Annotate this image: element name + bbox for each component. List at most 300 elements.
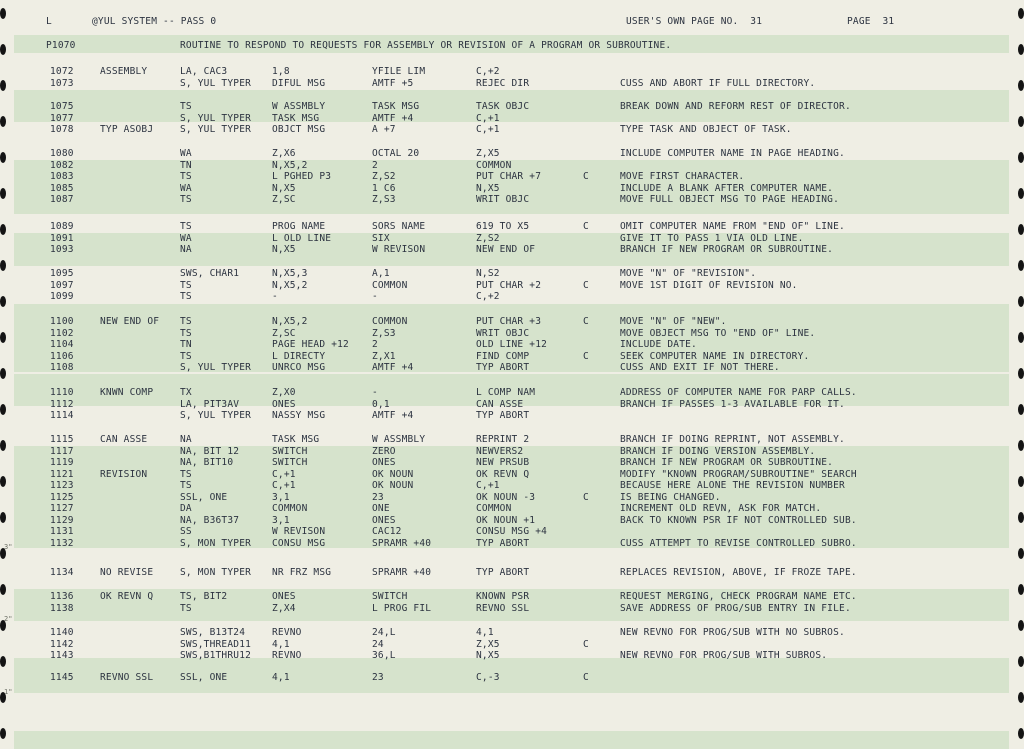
line-field-2: A,1 bbox=[372, 268, 390, 279]
line-number: 1099 bbox=[50, 291, 74, 302]
line-flag: C bbox=[583, 638, 589, 650]
listing-line bbox=[0, 194, 1024, 206]
line-number: 1129 bbox=[50, 514, 74, 526]
line-field-1: TASK MSG bbox=[272, 112, 320, 124]
line-number: 1114 bbox=[50, 410, 74, 421]
line-comment: CUSS ATTEMPT TO REVISE CONTROLLED SUBRO. bbox=[620, 537, 857, 549]
header-listing-type: L bbox=[46, 16, 52, 27]
line-opcode: TS bbox=[180, 350, 192, 362]
line-number: 1082 bbox=[50, 159, 74, 171]
line-opcode: TS bbox=[180, 194, 192, 205]
line-number: 1131 bbox=[50, 526, 74, 537]
listing-line bbox=[0, 316, 1024, 328]
line-number: 1112 bbox=[50, 398, 74, 410]
line-number: 1106 bbox=[50, 350, 74, 362]
program-id: P1070 bbox=[46, 40, 76, 51]
line-field-2: ONE bbox=[372, 503, 390, 514]
line-field-1: TASK MSG bbox=[272, 434, 320, 445]
line-field-2: AMTF +5 bbox=[372, 77, 414, 89]
header-own-page: USER'S OWN PAGE NO. 31 bbox=[626, 16, 763, 27]
listing-line bbox=[0, 171, 1024, 183]
listing-line bbox=[0, 515, 1024, 527]
line-opcode: NA, BIT10 bbox=[180, 457, 234, 468]
listing-line bbox=[0, 268, 1024, 280]
line-field-2: OK NOUN bbox=[372, 480, 414, 491]
line-opcode: TS bbox=[180, 316, 192, 327]
line-number: 1108 bbox=[50, 362, 74, 373]
listing-line bbox=[0, 124, 1024, 136]
line-field-1: W REVISON bbox=[272, 526, 326, 537]
page-header bbox=[0, 16, 1024, 28]
line-opcode: TS bbox=[180, 171, 192, 182]
line-field-3: KNOWN PSR bbox=[476, 591, 530, 602]
line-comment: MOVE 1ST DIGIT OF REVISION NO. bbox=[620, 279, 798, 291]
line-field-1: Z,X0 bbox=[272, 387, 296, 398]
line-number: 1102 bbox=[50, 327, 74, 339]
listing-line bbox=[0, 113, 1024, 125]
line-field-3: REVNO SSL bbox=[476, 602, 530, 614]
line-opcode: TS bbox=[180, 279, 192, 291]
line-label: OK REVN Q bbox=[100, 591, 154, 602]
line-number: 1121 bbox=[50, 468, 74, 480]
line-number: 1089 bbox=[50, 221, 74, 232]
line-field-3: 4,1 bbox=[476, 627, 494, 638]
line-field-2: Z,S3 bbox=[372, 194, 396, 205]
line-label: NEW END OF bbox=[100, 316, 160, 327]
line-field-1: L PGHED P3 bbox=[272, 171, 332, 182]
line-number: 1117 bbox=[50, 445, 74, 457]
line-field-2: COMMON bbox=[372, 279, 408, 291]
listing-line bbox=[0, 244, 1024, 256]
line-number: 1077 bbox=[50, 112, 74, 124]
line-field-2: YFILE LIM bbox=[372, 66, 426, 77]
listing-line bbox=[0, 351, 1024, 363]
line-number: 1100 bbox=[50, 316, 74, 327]
line-opcode: SSL, ONE bbox=[180, 491, 228, 503]
line-flag: C bbox=[583, 279, 589, 291]
line-field-1: 4,1 bbox=[272, 672, 290, 683]
line-field-2: CAC12 bbox=[372, 526, 402, 537]
line-number: 1083 bbox=[50, 171, 74, 182]
listing-line bbox=[0, 434, 1024, 446]
listing-line bbox=[0, 603, 1024, 615]
line-number: 1078 bbox=[50, 124, 74, 135]
line-field-3: OK REVN Q bbox=[476, 468, 530, 480]
line-field-3: 619 TO X5 bbox=[476, 221, 530, 232]
line-field-3: N,X5 bbox=[476, 650, 500, 661]
line-comment: CUSS AND ABORT IF FULL DIRECTORY. bbox=[620, 77, 816, 89]
line-field-1: 3,1 bbox=[272, 514, 290, 526]
listing-line bbox=[0, 469, 1024, 481]
line-opcode: SWS,B1THRU12 bbox=[180, 650, 252, 661]
line-opcode: LA, CAC3 bbox=[180, 66, 228, 77]
line-field-1: UNRCO MSG bbox=[272, 362, 326, 373]
line-comment: TYPE TASK AND OBJECT OF TASK. bbox=[620, 124, 792, 135]
line-field-2: SPRAMR +40 bbox=[372, 537, 432, 549]
line-field-2: 23 bbox=[372, 491, 384, 503]
line-opcode: TS bbox=[180, 480, 192, 491]
line-field-2: - bbox=[372, 387, 378, 398]
listing-line bbox=[0, 639, 1024, 651]
line-comment: BRANCH IF PASSES 1-3 AVAILABLE FOR IT. bbox=[620, 398, 845, 410]
line-comment: BACK TO KNOWN PSR IF NOT CONTROLLED SUB. bbox=[620, 514, 857, 526]
listing-line bbox=[0, 503, 1024, 515]
header-system-title: @YUL SYSTEM -- PASS 0 bbox=[92, 16, 217, 27]
line-label: ASSEMBLY bbox=[100, 66, 148, 77]
listing-line bbox=[0, 280, 1024, 292]
program-title-line bbox=[0, 40, 1024, 52]
listing-line bbox=[0, 291, 1024, 303]
line-field-3: TYP ABORT bbox=[476, 362, 530, 373]
line-number: 1097 bbox=[50, 279, 74, 291]
line-comment: BRANCH IF DOING VERSION ASSEMBLY. bbox=[620, 445, 816, 457]
listing-line bbox=[0, 387, 1024, 399]
line-field-2: Z,S3 bbox=[372, 327, 396, 339]
line-label: TYP ASOBJ bbox=[100, 124, 154, 135]
line-number: 1104 bbox=[50, 339, 74, 350]
line-field-1: CONSU MSG bbox=[272, 537, 326, 549]
line-opcode: TX bbox=[180, 387, 192, 398]
line-comment: INCREMENT OLD REVN, ASK FOR MATCH. bbox=[620, 503, 822, 514]
line-field-3: C,+2 bbox=[476, 291, 500, 302]
listing-line bbox=[0, 399, 1024, 411]
line-number: 1123 bbox=[50, 480, 74, 491]
line-field-3: REPRINT 2 bbox=[476, 434, 530, 445]
line-field-2: 24,L bbox=[372, 627, 396, 638]
line-field-3: REJEC DIR bbox=[476, 77, 530, 89]
line-opcode: NA bbox=[180, 434, 192, 445]
line-number: 1093 bbox=[50, 244, 74, 255]
line-comment: MOVE FULL OBJECT MSG TO PAGE HEADING. bbox=[620, 194, 840, 205]
line-opcode: S, YUL TYPER bbox=[180, 124, 252, 135]
line-field-1: N,X5 bbox=[272, 244, 296, 255]
line-number: 1143 bbox=[50, 650, 74, 661]
line-field-1: PAGE HEAD +12 bbox=[272, 339, 349, 350]
line-label: REVISION bbox=[100, 468, 148, 480]
line-opcode: S, YUL TYPER bbox=[180, 410, 252, 421]
listing-line bbox=[0, 627, 1024, 639]
listing-line bbox=[0, 492, 1024, 504]
line-comment: MODIFY "KNOWN PROGRAM/SUBROUTINE" SEARCH bbox=[620, 468, 857, 480]
line-comment: OMIT COMPUTER NAME FROM "END OF" LINE. bbox=[620, 221, 845, 232]
line-opcode: SSL, ONE bbox=[180, 672, 228, 683]
line-field-1: NASSY MSG bbox=[272, 410, 326, 421]
line-opcode: SWS,THREAD11 bbox=[180, 638, 252, 650]
line-field-2: COMMON bbox=[372, 316, 408, 327]
line-field-1: SWITCH bbox=[272, 445, 308, 457]
line-field-1: REVNO bbox=[272, 650, 302, 661]
line-field-2: SWITCH bbox=[372, 591, 408, 602]
line-field-3: PUT CHAR +3 bbox=[476, 316, 542, 327]
line-field-1: L OLD LINE bbox=[272, 232, 332, 244]
line-field-3: C,-3 bbox=[476, 672, 500, 683]
line-number: 1142 bbox=[50, 638, 74, 650]
line-field-3: CAN ASSE bbox=[476, 398, 524, 410]
line-field-3: FIND COMP bbox=[476, 350, 530, 362]
line-flag: C bbox=[583, 171, 589, 182]
line-comment: NEW REVNO FOR PROG/SUB WITH SUBROS. bbox=[620, 650, 828, 661]
line-field-3: NEW PRSUB bbox=[476, 457, 530, 468]
listing-line bbox=[0, 148, 1024, 160]
line-opcode: SS bbox=[180, 526, 192, 537]
line-field-3: OK NOUN -3 bbox=[476, 491, 536, 503]
line-number: 1138 bbox=[50, 602, 74, 614]
line-field-2: AMTF +4 bbox=[372, 410, 414, 421]
line-field-3: PUT CHAR +2 bbox=[476, 279, 542, 291]
line-field-3: WRIT OBJC bbox=[476, 194, 530, 205]
line-comment: ADDRESS OF COMPUTER NAME FOR PARP CALLS. bbox=[620, 387, 857, 398]
listing-line bbox=[0, 362, 1024, 374]
line-field-1: - bbox=[272, 291, 278, 302]
line-field-3: COMMON bbox=[476, 159, 512, 171]
line-comment: BECAUSE HERE ALONE THE REVISION NUMBER bbox=[620, 480, 845, 491]
line-field-2: OK NOUN bbox=[372, 468, 414, 480]
line-field-3: NEWVERS2 bbox=[476, 445, 524, 457]
line-field-1: 1,8 bbox=[272, 66, 290, 77]
listing-line bbox=[0, 446, 1024, 458]
feed-hole bbox=[1018, 548, 1024, 559]
line-field-3: OK NOUN +1 bbox=[476, 514, 536, 526]
line-field-2: SIX bbox=[372, 232, 390, 244]
line-flag: C bbox=[583, 221, 589, 232]
line-opcode: S, MON TYPER bbox=[180, 567, 252, 578]
line-field-1: Z,SC bbox=[272, 327, 296, 339]
line-opcode: NA bbox=[180, 244, 192, 255]
line-field-3: N,S2 bbox=[476, 268, 500, 279]
line-number: 1140 bbox=[50, 627, 74, 638]
line-field-1: N,X5,3 bbox=[272, 268, 308, 279]
line-comment: GIVE IT TO PASS 1 VIA OLD LINE. bbox=[620, 232, 804, 244]
line-opcode: SWS, CHAR1 bbox=[180, 268, 240, 279]
line-field-3: COMMON bbox=[476, 503, 512, 514]
line-field-2: - bbox=[372, 291, 378, 302]
line-flag: C bbox=[583, 491, 589, 503]
line-field-3: C,+1 bbox=[476, 480, 500, 491]
line-field-1: SWITCH bbox=[272, 457, 308, 468]
line-field-3: OLD LINE +12 bbox=[476, 339, 548, 350]
line-field-1: DIFUL MSG bbox=[272, 77, 326, 89]
listing-line bbox=[0, 591, 1024, 603]
listing-line bbox=[0, 183, 1024, 195]
listing-line bbox=[0, 233, 1024, 245]
line-field-3: C,+1 bbox=[476, 112, 500, 124]
line-flag: C bbox=[583, 350, 589, 362]
line-field-1: N,X5,2 bbox=[272, 279, 308, 291]
line-number: 1073 bbox=[50, 77, 74, 89]
line-field-3: N,X5 bbox=[476, 182, 500, 194]
line-number: 1085 bbox=[50, 182, 74, 194]
line-number: 1115 bbox=[50, 434, 74, 445]
listing-line bbox=[0, 538, 1024, 550]
listing-line bbox=[0, 650, 1024, 662]
line-field-3: CONSU MSG +4 bbox=[476, 526, 548, 537]
line-comment: REPLACES REVISION, ABOVE, IF FROZE TAPE. bbox=[620, 567, 857, 578]
line-comment: INCLUDE COMPUTER NAME IN PAGE HEADING. bbox=[620, 148, 845, 159]
margin-mark: 1" bbox=[4, 688, 13, 696]
line-field-1: N,X5,2 bbox=[272, 316, 308, 327]
line-field-3: Z,X5 bbox=[476, 148, 500, 159]
line-number: 1110 bbox=[50, 387, 74, 398]
listing-line bbox=[0, 101, 1024, 113]
line-field-2: OCTAL 20 bbox=[372, 148, 420, 159]
line-opcode: TS bbox=[180, 291, 192, 302]
listing-line bbox=[0, 410, 1024, 422]
line-field-1: OBJCT MSG bbox=[272, 124, 326, 135]
line-field-2: SPRAMR +40 bbox=[372, 567, 432, 578]
feed-hole bbox=[1018, 728, 1024, 739]
line-flag: C bbox=[583, 672, 589, 683]
listing-line bbox=[0, 526, 1024, 538]
line-field-2: AMTF +4 bbox=[372, 112, 414, 124]
line-comment: BRANCH IF DOING REPRINT, NOT ASSEMBLY. bbox=[620, 434, 845, 445]
line-number: 1080 bbox=[50, 148, 74, 159]
line-number: 1136 bbox=[50, 591, 74, 602]
line-field-1: N,X5,2 bbox=[272, 159, 308, 171]
line-field-1: COMMON bbox=[272, 503, 308, 514]
line-field-3: TYP ABORT bbox=[476, 537, 530, 549]
margin-mark: 2" bbox=[4, 615, 13, 623]
program-title: ROUTINE TO RESPOND TO REQUESTS FOR ASSEMBLY OR REVISION OF A PROGRAM OR SUBROUTINE. bbox=[180, 40, 672, 51]
line-opcode: TS bbox=[180, 602, 192, 614]
line-field-1: N,X5 bbox=[272, 182, 296, 194]
line-field-2: Z,X1 bbox=[372, 350, 396, 362]
line-field-2: 0,1 bbox=[372, 398, 390, 410]
line-comment: NEW REVNO FOR PROG/SUB WITH NO SUBROS. bbox=[620, 627, 845, 638]
listing-line bbox=[0, 567, 1024, 579]
line-comment: SAVE ADDRESS OF PROG/SUB ENTRY IN FILE. bbox=[620, 602, 851, 614]
line-field-2: AMTF +4 bbox=[372, 362, 414, 373]
line-field-3: C,+2 bbox=[476, 66, 500, 77]
line-comment: BREAK DOWN AND REFORM REST OF DIRECTOR. bbox=[620, 101, 851, 112]
line-field-2: L PROG FIL bbox=[372, 602, 432, 614]
line-opcode: TS bbox=[180, 327, 192, 339]
line-field-2: TASK MSG bbox=[372, 101, 420, 112]
line-opcode: S, MON TYPER bbox=[180, 537, 252, 549]
line-field-2: 2 bbox=[372, 339, 378, 350]
line-number: 1072 bbox=[50, 66, 74, 77]
line-opcode: TN bbox=[180, 339, 192, 350]
line-opcode: SWS, B13T24 bbox=[180, 627, 246, 638]
line-flag: C bbox=[583, 316, 589, 327]
line-opcode: TN bbox=[180, 159, 192, 171]
line-comment: IS BEING CHANGED. bbox=[620, 491, 721, 503]
line-opcode: NA, B36T37 bbox=[180, 514, 240, 526]
line-label: CAN ASSE bbox=[100, 434, 148, 445]
line-number: 1145 bbox=[50, 672, 74, 683]
line-comment: MOVE "N" OF "REVISION". bbox=[620, 268, 757, 279]
feed-hole bbox=[0, 728, 6, 739]
header-page-number: PAGE 31 bbox=[847, 16, 895, 27]
listing-line bbox=[0, 66, 1024, 78]
line-field-2: A +7 bbox=[372, 124, 396, 135]
line-number: 1091 bbox=[50, 232, 74, 244]
line-field-1: ONES bbox=[272, 591, 296, 602]
line-comment: BRANCH IF NEW PROGRAM OR SUBROUTINE. bbox=[620, 244, 834, 255]
line-field-2: SORS NAME bbox=[372, 221, 426, 232]
line-field-3: WRIT OBJC bbox=[476, 327, 530, 339]
line-comment: REQUEST MERGING, CHECK PROGRAM NAME ETC. bbox=[620, 591, 857, 602]
line-opcode: TS bbox=[180, 468, 192, 480]
line-opcode: WA bbox=[180, 148, 192, 159]
line-field-1: 4,1 bbox=[272, 638, 290, 650]
listing-line bbox=[0, 457, 1024, 469]
line-field-2: ONES bbox=[372, 514, 396, 526]
line-number: 1125 bbox=[50, 491, 74, 503]
line-field-2: 36,L bbox=[372, 650, 396, 661]
line-opcode: WA bbox=[180, 232, 192, 244]
line-field-1: Z,SC bbox=[272, 194, 296, 205]
line-comment: INCLUDE A BLANK AFTER COMPUTER NAME. bbox=[620, 182, 834, 194]
line-field-1: PROG NAME bbox=[272, 221, 326, 232]
line-field-2: 1 C6 bbox=[372, 182, 396, 194]
line-field-3: PUT CHAR +7 bbox=[476, 171, 542, 182]
line-field-1: Z,X6 bbox=[272, 148, 296, 159]
line-opcode: TS bbox=[180, 221, 192, 232]
line-field-2: 2 bbox=[372, 159, 378, 171]
line-number: 1132 bbox=[50, 537, 74, 549]
line-number: 1087 bbox=[50, 194, 74, 205]
line-field-1: C,+1 bbox=[272, 468, 296, 480]
line-field-3: TYP ABORT bbox=[476, 567, 530, 578]
listing-line bbox=[0, 339, 1024, 351]
line-opcode: S, YUL TYPER bbox=[180, 112, 252, 124]
line-field-1: W ASSMBLY bbox=[272, 101, 326, 112]
line-number: 1095 bbox=[50, 268, 74, 279]
line-field-3: L COMP NAM bbox=[476, 387, 536, 398]
listing-line bbox=[0, 78, 1024, 90]
line-opcode: S, YUL TYPER bbox=[180, 362, 252, 373]
line-field-1: ONES bbox=[272, 398, 296, 410]
line-label: REVNO SSL bbox=[100, 672, 154, 683]
line-opcode: TS, BIT2 bbox=[180, 591, 228, 602]
line-opcode: LA, PIT3AV bbox=[180, 398, 240, 410]
line-field-1: 3,1 bbox=[272, 491, 290, 503]
line-opcode: WA bbox=[180, 182, 192, 194]
line-field-1: Z,X4 bbox=[272, 602, 296, 614]
listing-line bbox=[0, 328, 1024, 340]
line-field-3: C,+1 bbox=[476, 124, 500, 135]
line-comment: BRANCH IF NEW PROGRAM OR SUBROUTINE. bbox=[620, 457, 834, 468]
green-bar bbox=[14, 731, 1009, 749]
line-opcode: NA, BIT 12 bbox=[180, 445, 240, 457]
line-field-3: Z,S2 bbox=[476, 232, 500, 244]
line-opcode: TS bbox=[180, 101, 192, 112]
line-field-1: REVNO bbox=[272, 627, 302, 638]
margin-mark: 3" bbox=[4, 543, 13, 551]
line-comment: MOVE FIRST CHARACTER. bbox=[620, 171, 745, 182]
line-comment: MOVE OBJECT MSG TO "END OF" LINE. bbox=[620, 327, 816, 339]
line-label: KNWN COMP bbox=[100, 387, 154, 398]
line-field-2: 23 bbox=[372, 672, 384, 683]
line-number: 1075 bbox=[50, 101, 74, 112]
listing-line bbox=[0, 221, 1024, 233]
line-field-3: TASK OBJC bbox=[476, 101, 530, 112]
line-number: 1119 bbox=[50, 457, 74, 468]
line-field-2: Z,S2 bbox=[372, 171, 396, 182]
line-field-1: L DIRECTY bbox=[272, 350, 326, 362]
listing-line bbox=[0, 672, 1024, 684]
line-comment: MOVE "N" OF "NEW". bbox=[620, 316, 727, 327]
line-comment: CUSS AND EXIT IF NOT THERE. bbox=[620, 362, 780, 373]
line-field-2: W ASSMBLY bbox=[372, 434, 426, 445]
line-field-2: ONES bbox=[372, 457, 396, 468]
line-field-3: NEW END OF bbox=[476, 244, 536, 255]
line-comment: SEEK COMPUTER NAME IN DIRECTORY. bbox=[620, 350, 810, 362]
line-opcode: DA bbox=[180, 503, 192, 514]
line-field-2: ZERO bbox=[372, 445, 396, 457]
line-field-1: C,+1 bbox=[272, 480, 296, 491]
line-field-2: 24 bbox=[372, 638, 384, 650]
